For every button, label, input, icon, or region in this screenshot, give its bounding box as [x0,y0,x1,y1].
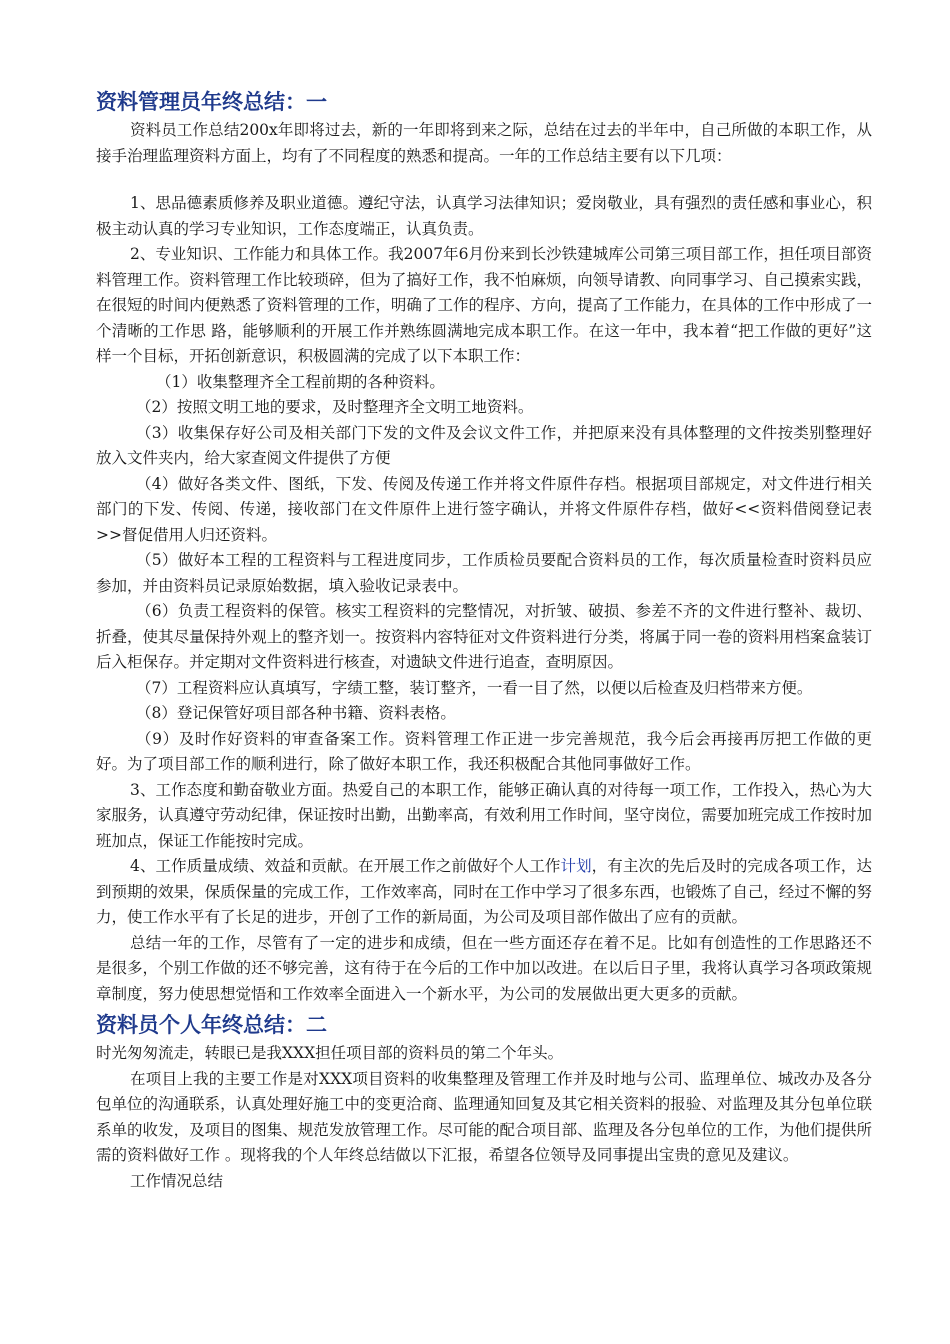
section-1-point-4 [96,854,872,931]
list-item: （4）做好各类文件、图纸，下发、传阅及传递工作并将文件原件存档。根据项目部规定，对文件进行相关部门的下发、传阅、传递，接收部门在文件原件上进行签字确认，并将文件原件存档，做好<<资料借阅登记表>>督促借用人归还资料。 [96,474,872,544]
blank-line [96,169,872,191]
section-1-point-1: 1、思品德素质修养及职业道德。遵纪守法，认真学习法律知识；爱岗敬业，具有强烈的责任感和事业心，积极主动认真的学习专业知识，工作态度端正，认真负责。 [96,194,872,238]
list-item: （1）收集整理齐全工程前期的各种资料。 [156,372,445,391]
list-item: （5）做好本工程的工程资料与工程进度同步，工作质检员要配合资料员的工作，每次质量检查时资料员应参加，并由资料员记录原始数据，填入验收记录表中。 [96,551,872,595]
section-2-subheading: 工作情况总结 [130,1171,224,1190]
section-1-intro: 资料员工作总结200x年即将过去，新的一年即将到来之际，总结在过去的半年中，自己所做的本职工作，从接手治理监理资料方面上，均有了不同程度的熟悉和提高。一年的工作总结主要有以下几项： [96,121,872,165]
list-item: （7）工程资料应认真填写，字绩工整，装订整齐，一看一目了然，以便以后检查及归档带来方便。 [136,678,813,697]
section-1-title: 资料管理员年终总结：一 [96,90,327,114]
list-item: （9）及时作好资料的审查备案工作。资料管理工作正进一步完善规范，我今后会再接再厉把工作做的更好。为了项目部工作的顺利进行，除了做好本职工作，我还积极配合其他同事做好工作。 [96,729,872,773]
section-2-main-work: 在项目上我的主要工作是对XXX项目资料的收集整理及管理工作并及时地与公司、监理单位、城改办及各分包单位的沟通联系，认真处理好施工中的变更洽商、监理通知回复及其它相关资料的报验、对监理及其分包单位联系单的收发，及项目的图集、规范发放管理工作。尽可能的配合项目部、监理及各分包单位的工作，为他们提供所需的资料做好工作 。现将我的个人年终总结做以下汇报，希望各位领导及同事提出宝贵的意见及建议。 [96,1069,872,1164]
section-1-conclusion: 总结一年的工作，尽管有了一定的进步和成绩，但在一些方面还存在着不足。比如有创造性的工作思路还不是很多，个别工作做的还不够完善，这有待于在今后的工作中加以改进。在以后日子里，我将认真学习各项政策规章制度，努力使思想觉悟和工作效率全面进入一个新水平，为公司的发展做出更大更多的贡献。 [96,933,872,1003]
list-item: （8）登记保管好项目部各种书籍、资料表格。 [136,704,456,722]
section-1-point-2: 2、专业知识、工作能力和具体工作。我2007年6月份来到长沙铁建城库公司第三项目部工作，担任项目部资料管理工作。资料管理工作比较琐碎，但为了搞好工作，我不怕麻烦，向领导请教、向同事学习、自己摸索实践，在很短的时间内便熟悉了资料管理的工作，明确了工作的程序、方向，提高了工作能力，在具体的工作中形成了一个清晰的工作思 路，能够顺利的开展工作并熟练圆满地完成本职工作。在这一年中，我本着“把工作做的更好”这样一个目标，开拓创新意识，积极圆满的完成了以下本职工作： [96,245,872,365]
section-2-title: 资料员个人年终总结：二 [96,1013,327,1037]
list-item: （6）负责工程资料的保管。核实工程资料的完整情况，对折皱、破损、参差不齐的文件进行整补、裁切、折叠，使其尽量保持外观上的整齐划一。按资料内容特征对文件资料进行分类，将属于同一卷的资料用档案盒装订后入柜保存。并定期对文件资料进行核查，对遗缺文件进行追查，查明原因。 [96,602,872,671]
list-item: （2）按照文明工地的要求，及时整理齐全文明工地资料。 [136,398,534,416]
section-1-point-3: 3、工作态度和勤奋敬业方面。热爱自己的本职工作，能够正确认真的对待每一项工作，工作投入，热心为大家服务，认真遵守劳动纪律，保证按时出勤，出勤率高，有效利用工作时间，坚守岗位，需要加班完成工作按时加班加点，保证工作能按时完成。 [96,780,872,850]
list-item: （3）收集保存好公司及相关部门下发的文件及会议文件工作，并把原来没有具体整理的文件按类别整理好放入文件夹内，给大家查阅文件提供了方便 [96,423,872,467]
point-4-text-before: 4、工作质量成绩、效益和贡献。在开展工作之前做好个人工作 [130,857,561,875]
point-4-text-after: ，有主次的先后及时的完成各项工作，达到预期的效果，保质保量的完成工作，工作效率高，同时在工作中学习了很多东西，也锻炼了自己，经过不懈的努力，使工作水平有了长足的进步，开创了工作的新局面，为公司及项目部作做出了应有的贡献。 [96,857,872,926]
plan-link[interactable]: 计划 [560,857,592,875]
section-2-opening: 时光匆匆流走，转眼已是我XXX担任项目部的资料员的第二个年头。 [96,1044,564,1062]
document-page [96,86,872,1194]
